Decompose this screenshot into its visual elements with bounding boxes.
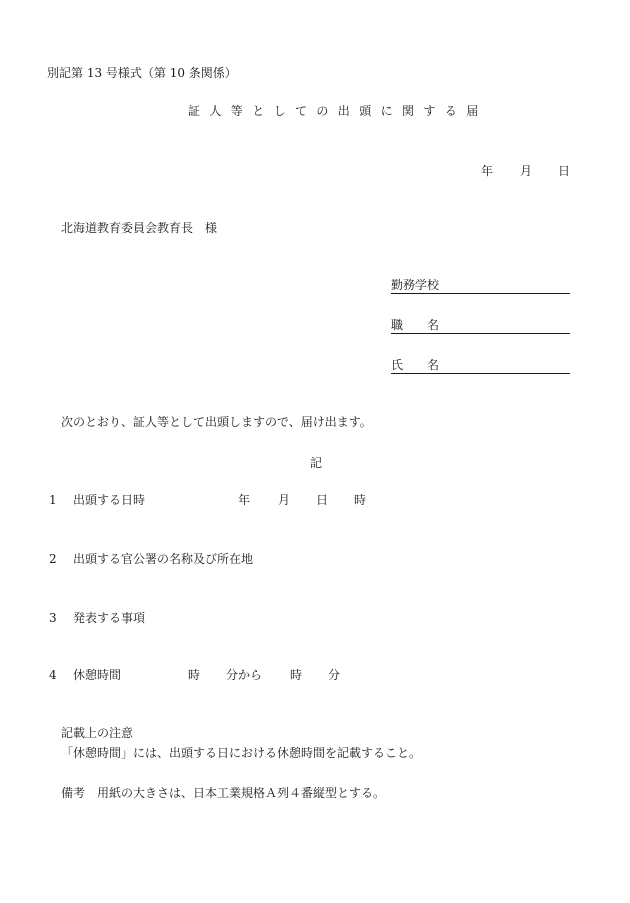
post-label: 職 名 <box>391 318 440 332</box>
item-1-number: 1 <box>49 493 57 507</box>
school-field[interactable] <box>391 278 570 294</box>
date-day-label: 日 <box>558 164 571 178</box>
document-title: 証人等としての出頭に関する届 <box>188 104 488 118</box>
item-4-minute-from: 分から <box>226 668 263 682</box>
date-year-label: 年 <box>481 164 494 178</box>
item-4-label: 休憩時間 <box>73 668 122 682</box>
post-field[interactable] <box>391 318 570 334</box>
remarks-text: 用紙の大きさは、日本工業規格Ａ列４番縦型とする。 <box>97 786 386 800</box>
item-3-number: 3 <box>49 611 57 625</box>
school-label: 勤務学校 <box>391 278 440 292</box>
item-4-hour-start: 時 <box>188 668 201 682</box>
item-1-hour: 時 <box>354 493 367 507</box>
item-3-label: 発表する事項 <box>73 611 146 625</box>
item-2-label: 出頭する官公署の名称及び所在地 <box>73 552 254 566</box>
item-4-hour-end: 時 <box>290 668 303 682</box>
item-4-minute-end: 分 <box>328 668 341 682</box>
item-4-number: 4 <box>49 668 57 682</box>
date-month-label: 月 <box>520 164 533 178</box>
item-1-year: 年 <box>238 493 251 507</box>
intro-text: 次のとおり、証人等として出頭しますので、届け出ます。 <box>61 415 372 429</box>
item-2-number: 2 <box>49 552 57 566</box>
form-identifier: 別記第 13 号様式（第 10 条関係） <box>47 66 237 80</box>
item-1-label: 出頭する日時 <box>73 493 146 507</box>
ki-heading: 記 <box>310 456 323 470</box>
name-label: 氏 名 <box>391 358 440 372</box>
notes-heading: 記載上の注意 <box>61 726 134 740</box>
addressee: 北海道教育委員会教育長 様 <box>61 221 218 235</box>
item-1-day: 日 <box>316 493 329 507</box>
item-1-month: 月 <box>278 493 291 507</box>
notes-text: 「休憩時間」には、出頭する日における休憩時間を記載すること。 <box>61 746 422 760</box>
name-field[interactable] <box>391 358 570 374</box>
remarks-label: 備考 <box>61 786 86 800</box>
